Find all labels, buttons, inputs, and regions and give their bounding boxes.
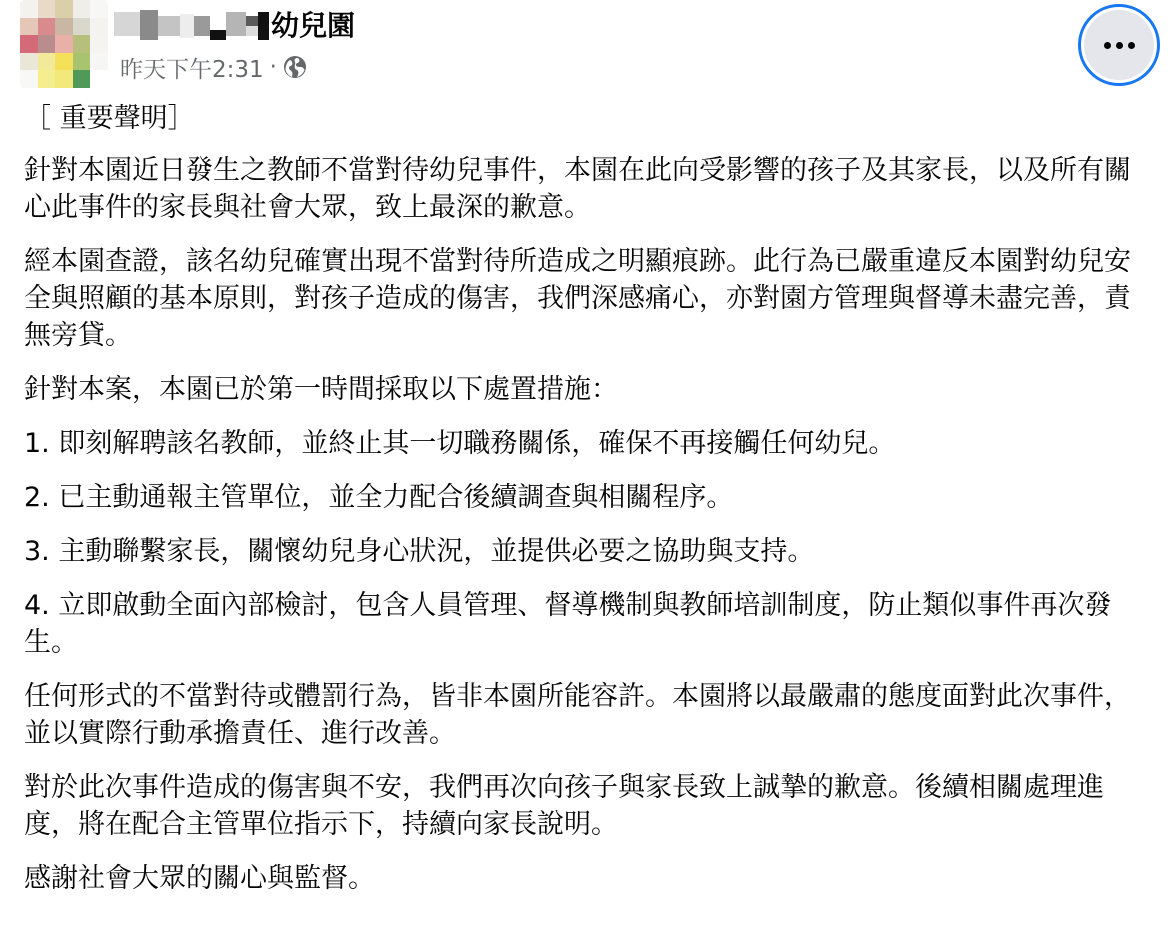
globe-icon[interactable] [283, 55, 307, 79]
thanks-paragraph: 感謝社會大眾的關心與監督。 [24, 863, 375, 894]
investigation-paragraph: 經本園查證，該名幼兒確實出現不當對待所造成之明顯痕跡。此行為已嚴重違反本園對幼兒安全與照顧的基本原則，對孩子造成的傷害，我們深感痛心，亦對園方管理與督導未盡完善，責無旁貸。 [24, 246, 1131, 351]
post-header [0, 0, 1170, 100]
measure-item-1: 1. 即刻解聘該名教師，並終止其一切職務關係，確保不再接觸任何幼兒。 [24, 428, 896, 459]
meta-separator: · [269, 54, 277, 80]
dot [1104, 42, 1111, 49]
measure-item-3: 3. 主動聯繫家長，關懷幼兒身心狀況，並提供必要之協助與支持。 [24, 536, 815, 567]
apology-paragraph: 針對本園近日發生之教師不當對待幼兒事件，本園在此向受影響的孩子及其家長，以及所有關心此事件的家長與社會大眾，致上最深的歉意。 [24, 155, 1131, 223]
followup-paragraph: 對於此次事件造成的傷害與不安，我們再次向孩子與家長致上誠摯的歉意。後續相關處理進度，將在配合主管單位指示下，持續向家長說明。 [24, 772, 1104, 840]
policy-paragraph: 任何形式的不當對待或體罰行為，皆非本園所能容許。本園將以最嚴肅的態度面對此次事件，並以實際行動承擔責任、進行改善。 [24, 681, 1131, 749]
more-options-icon [1084, 10, 1154, 80]
measure-item-2: 2. 已主動通報主管單位，並全力配合後續調查與相關程序。 [24, 482, 734, 513]
redacted-name-block [114, 8, 269, 44]
more-options-button[interactable] [1078, 4, 1160, 86]
post-timestamp[interactable]: 昨天下午2:31 [120, 56, 264, 83]
page-name-text: 幼兒園 [271, 9, 356, 42]
page-avatar[interactable] [20, 0, 108, 88]
dot [1116, 42, 1123, 49]
dot [1128, 42, 1135, 49]
measures-intro: 針對本案，本園已於第一時間採取以下處置措施： [24, 374, 618, 405]
page-name[interactable] [114, 4, 355, 48]
post-content [24, 100, 1154, 914]
post-meta [120, 50, 307, 84]
measure-item-4: 4. 立即啟動全面內部檢討，包含人員管理、督導機制與教師培訓制度，防止類似事件再次發生。 [24, 590, 1112, 658]
announcement-heading: ［ 重要聲明］ [24, 103, 195, 134]
